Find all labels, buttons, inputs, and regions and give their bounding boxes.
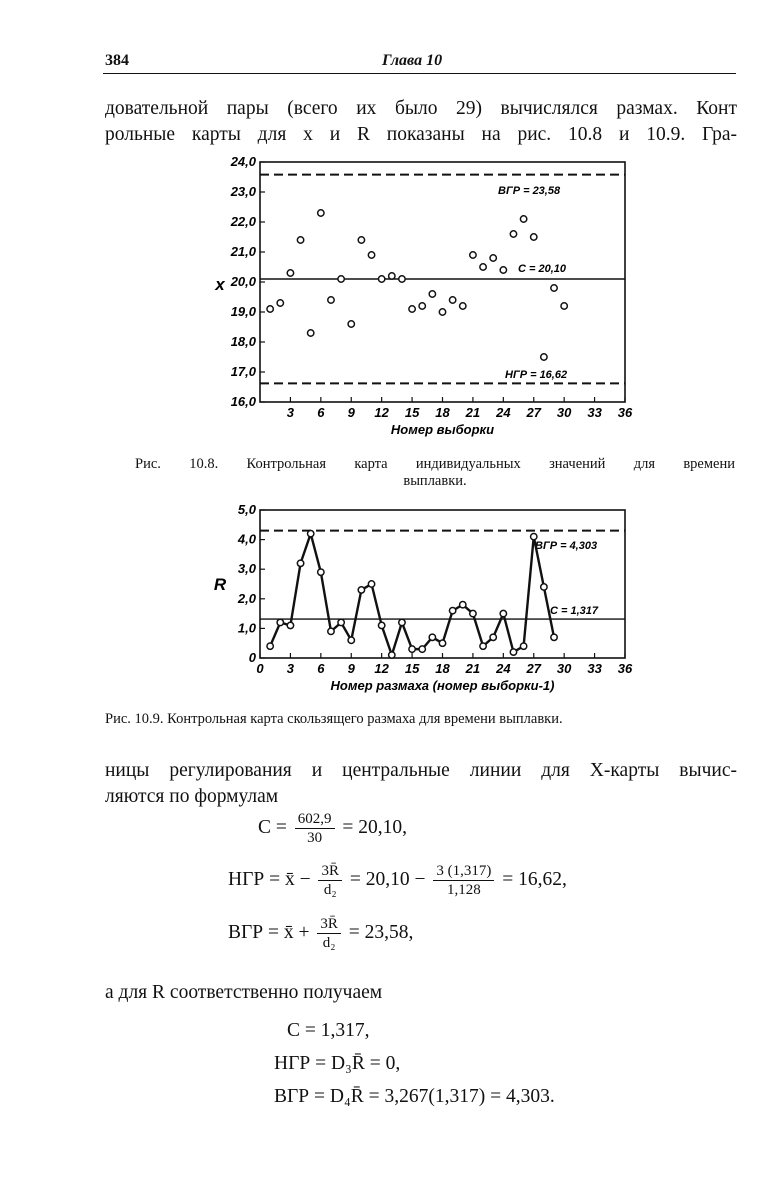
y-tick-label: 24,0 [230, 154, 256, 169]
paragraph-1 [105, 96, 737, 148]
equation-center-line-x [258, 810, 407, 847]
data-point [460, 602, 466, 608]
eq-c-denominator: 30 [307, 830, 323, 846]
y-tick-label: 5,0 [237, 502, 256, 517]
x-tick-label: 21 [465, 405, 481, 420]
data-point [399, 619, 405, 625]
data-point [561, 303, 567, 309]
y-tick-label: 20,0 [230, 274, 256, 289]
data-point [409, 646, 415, 652]
eq-vgr-numerator: 3R̄ [317, 915, 341, 934]
data-point [449, 297, 455, 303]
data-point [267, 306, 273, 312]
paragraph-2-line-1: ницы регулирования и центральные линии для X-карты вычис- [105, 760, 737, 781]
figure-10-8-caption [135, 456, 745, 490]
data-point [419, 646, 425, 652]
figure-10-8-chart [200, 150, 640, 450]
x-axis-label: Номер размаха (номер выборки-1) [330, 678, 555, 693]
x-tick-label: 18 [435, 405, 450, 420]
data-point [429, 291, 435, 297]
y-tick-label: 23,0 [230, 184, 256, 199]
data-point [399, 276, 405, 282]
data-point [368, 252, 374, 258]
x-tick-label: 36 [617, 405, 633, 420]
eq-c-fraction [295, 810, 335, 847]
data-point [541, 354, 547, 360]
data-point [277, 619, 283, 625]
eq-vgr-fraction [317, 915, 341, 952]
header-rule [103, 73, 736, 74]
series-line [270, 534, 554, 655]
x-tick-label: 6 [317, 405, 325, 420]
data-point [409, 306, 415, 312]
data-point [358, 587, 364, 593]
x-tick-label: 12 [374, 661, 389, 676]
data-point [510, 649, 516, 655]
data-point [500, 267, 506, 273]
data-point [551, 285, 557, 291]
eq-ngr-rhs: = 16,62, [502, 868, 567, 890]
paragraph-1-line-1: довательной пары (всего их было 29) вычислялся размах. Конт [105, 98, 737, 119]
y-tick-label: 4,0 [237, 531, 256, 547]
x-tick-label: 3 [286, 405, 295, 420]
x-tick-label: 15 [404, 405, 420, 420]
y-axis-label: x [215, 275, 225, 294]
eq-ngr-fraction-2 [433, 862, 494, 899]
x-tick-label: 33 [587, 661, 602, 676]
control-line-label: ВГР = 23,58 [498, 185, 561, 197]
plot-frame [260, 162, 625, 402]
y-tick-label: 2,0 [237, 590, 256, 606]
data-point [389, 273, 395, 279]
eq-ngr-lhs: НГР = x̄ − [228, 868, 311, 890]
figure-10-8-caption-line-1: Рис. 10.8. Контрольная карта индивидуальных значений для времени [135, 456, 735, 472]
data-point [378, 276, 384, 282]
eq-ngr-numerator-1: 3R̄ [318, 862, 342, 881]
data-point [297, 560, 303, 566]
data-point [287, 622, 293, 628]
y-tick-label: 3,0 [237, 561, 256, 577]
eq-c-rhs: = 20,10, [342, 816, 408, 838]
x-tick-label: 9 [347, 405, 355, 420]
control-line-label: ВГР = 4,303 [535, 540, 598, 552]
data-point [318, 210, 324, 216]
x-tick-label: 30 [556, 405, 572, 420]
data-point [328, 297, 334, 303]
y-axis-label: R [213, 575, 227, 594]
paragraph-2 [105, 758, 737, 810]
equation-lower-limit-x [228, 862, 567, 899]
page-number: 384 [105, 52, 129, 69]
data-point [470, 252, 476, 258]
x-tick-label: 30 [556, 661, 572, 676]
x-tick-label: 27 [526, 661, 541, 676]
data-point [378, 622, 384, 628]
x-axis-label: Номер выборки [390, 422, 495, 437]
x-tick-label: 0 [256, 661, 264, 676]
data-point [510, 231, 516, 237]
y-tick-label: 0 [248, 650, 256, 665]
x-tick-label: 9 [347, 661, 355, 676]
plot-frame [260, 510, 625, 658]
data-point [520, 216, 526, 222]
data-point [520, 643, 526, 649]
eq-vgr-lhs: ВГР = x̄ + [228, 921, 310, 943]
x-tick-label: 6 [317, 661, 325, 676]
y-tick-label: 16,0 [230, 394, 256, 409]
x-tick-label: 12 [374, 405, 389, 420]
figure-10-8-caption-line-2: выплавки. [403, 473, 467, 489]
equation-center-line-r: C = 1,317, [287, 1020, 370, 1041]
x-tick-label: 36 [617, 661, 633, 676]
x-tick-label: 18 [435, 661, 450, 676]
paragraph-3: а для R соответственно получаем [105, 982, 383, 1003]
y-tick-label: 21,0 [230, 244, 256, 259]
data-point [307, 330, 313, 336]
data-point [389, 652, 395, 658]
data-point [358, 237, 364, 243]
data-point [277, 300, 283, 306]
y-tick-label: 17,0 [230, 364, 256, 379]
equation-lower-limit-r: НГР = D₃R̄ = 0, [274, 1053, 401, 1074]
data-point [338, 276, 344, 282]
x-tick-label: 27 [526, 405, 541, 420]
data-point [338, 619, 344, 625]
x-tick-label: 24 [496, 405, 511, 420]
paragraph-2-line-2: ляются по формулам [105, 786, 279, 807]
data-point [429, 634, 435, 640]
y-tick-label: 1,0 [237, 620, 256, 636]
eq-vgr-rhs: = 23,58, [348, 921, 414, 943]
data-point [368, 581, 374, 587]
running-head: Глава 10 [382, 52, 443, 69]
data-point [480, 264, 486, 270]
data-point [500, 610, 506, 616]
data-point [439, 309, 445, 315]
control-line-label: НГР = 16,62 [505, 369, 568, 381]
eq-ngr-mid: = 20,10 − [349, 868, 426, 890]
equation-upper-limit-x [228, 915, 413, 952]
figure-10-9-caption: Рис. 10.9. Контрольная карта скользящего размаха для времени выплавки. [105, 711, 563, 727]
data-point [460, 303, 466, 309]
eq-ngr-fraction-1 [318, 862, 342, 899]
equation-upper-limit-r: ВГР = D₄R̄ = 3,267(1,317) = 4,303. [274, 1086, 555, 1107]
x-tick-label: 24 [496, 661, 511, 676]
data-point [307, 530, 313, 536]
data-point [419, 303, 425, 309]
eq-ngr-denominator-2: 1,128 [446, 882, 481, 898]
data-point [348, 321, 354, 327]
eq-ngr-denominator-1: d₂ [323, 882, 337, 898]
data-point [328, 628, 334, 634]
data-point [267, 643, 273, 649]
control-line-label: C = 20,10 [518, 263, 567, 275]
x-tick-label: 33 [587, 405, 602, 420]
data-point [531, 234, 537, 240]
data-point [490, 634, 496, 640]
y-tick-label: 18,0 [230, 334, 256, 349]
data-point [348, 637, 354, 643]
x-tick-label: 15 [404, 661, 420, 676]
control-line-label: C = 1,317 [550, 605, 599, 617]
data-point [480, 643, 486, 649]
data-point [287, 270, 293, 276]
eq-c-lhs: C = [258, 816, 287, 838]
data-point [490, 255, 496, 261]
data-point [551, 634, 557, 640]
data-point [449, 607, 455, 613]
eq-vgr-denominator: d₂ [322, 935, 336, 951]
data-point [439, 640, 445, 646]
data-point [470, 610, 476, 616]
x-tick-label: 21 [465, 661, 481, 676]
y-tick-label: 19,0 [230, 304, 256, 319]
eq-c-numerator: 602,9 [295, 810, 335, 829]
data-point [297, 237, 303, 243]
eq-ngr-numerator-2: 3 (1,317) [433, 862, 494, 881]
paragraph-1-line-2: рольные карты для x и R показаны на рис. 10.8 и 10.9. Гра- [105, 124, 737, 145]
x-tick-label: 3 [286, 661, 295, 676]
data-point [541, 584, 547, 590]
data-point [531, 533, 537, 539]
data-point [318, 569, 324, 575]
y-tick-label: 22,0 [230, 214, 256, 229]
figure-10-9-chart [200, 500, 640, 705]
